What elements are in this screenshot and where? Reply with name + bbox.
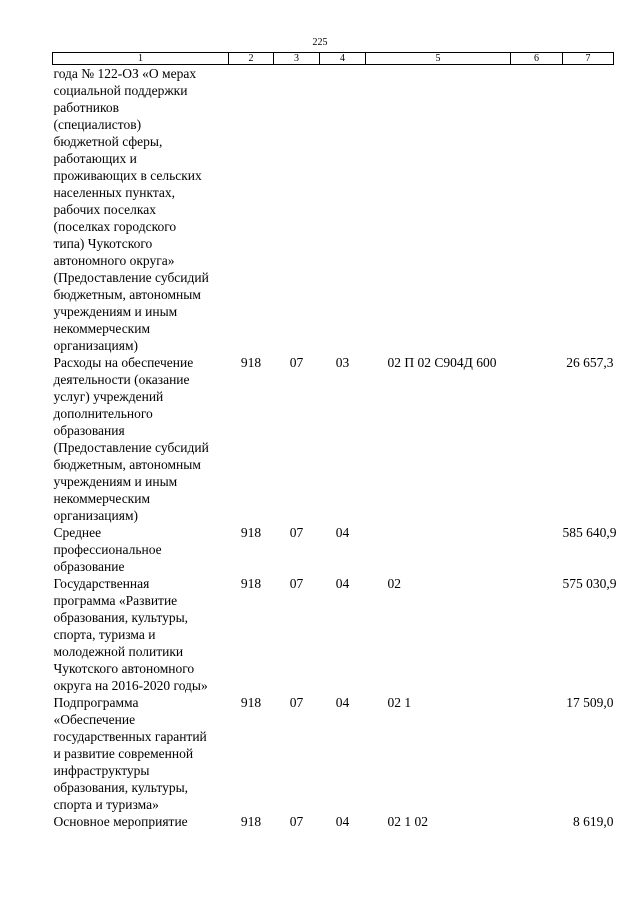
row-amount: 17 509,0	[566, 695, 614, 710]
row-expense-type	[511, 694, 563, 813]
column-number-7: 7	[563, 53, 614, 65]
row-ministry: 918	[240, 695, 262, 710]
row-expense-type	[511, 65, 563, 355]
row-name: Основное мероприятие	[53, 814, 188, 829]
column-number-2: 2	[229, 53, 274, 65]
row-ministry: 918	[240, 814, 262, 829]
row-name: Государственная программа «Развитие образования, культуры, спорта, туризма и молодежной политики Чукотского автономного округа на 2016-2020 годы»	[53, 576, 208, 693]
page-number: 225	[312, 37, 328, 48]
row-amount: 8 619,0	[573, 814, 614, 829]
row-target-code	[366, 524, 511, 575]
row-section: 07	[289, 814, 304, 829]
row-amount	[563, 65, 614, 355]
table-row	[53, 524, 614, 575]
row-subsection: 04	[335, 576, 350, 591]
row-expense-type	[511, 813, 563, 830]
row-name: Расходы на обеспечение деятельности (оказание услуг) учреждений дополнительного образования (Предоставление субсидий бюджетным, автономным учреждениям и иным некоммерческим организациям)	[53, 355, 209, 523]
row-subsection	[320, 65, 366, 355]
table-header	[53, 53, 614, 65]
row-amount: 585 640,9	[562, 525, 617, 540]
table-row	[53, 65, 614, 355]
column-number-4: 4	[320, 53, 366, 65]
row-ministry: 918	[240, 576, 262, 591]
row-target-code: 02 1 02	[387, 814, 428, 829]
column-number-1: 1	[53, 53, 229, 65]
row-ministry: 918	[240, 525, 262, 540]
row-expense-type	[511, 524, 563, 575]
budget-table	[52, 52, 617, 830]
row-subsection: 04	[335, 814, 350, 829]
column-number-3: 3	[274, 53, 320, 65]
table-row	[53, 354, 614, 524]
row-expense-type	[511, 575, 563, 694]
row-subsection: 04	[335, 525, 350, 540]
table-row	[53, 575, 614, 694]
row-ministry: 918	[240, 355, 262, 370]
row-target-code: 02	[387, 576, 401, 591]
row-subsection: 03	[335, 355, 350, 370]
row-name: Подпрограмма «Обеспечение государственных гарантий и развитие современной инфраструктуры образования, культуры, спорта и туризма»	[53, 695, 207, 812]
table-row	[53, 694, 614, 813]
row-target-code	[366, 65, 511, 355]
column-number-row	[53, 53, 614, 65]
table-body	[53, 65, 617, 831]
column-number-6: 6	[511, 53, 563, 65]
row-amount: 575 030,9	[562, 576, 617, 591]
table-row	[53, 813, 614, 830]
row-section: 07	[289, 576, 304, 591]
row-name: Среднее профессиональное образование	[53, 525, 162, 574]
row-amount: 26 657,3	[566, 355, 614, 370]
row-expense-type	[511, 354, 563, 524]
row-section	[274, 65, 320, 355]
column-number-5: 5	[366, 53, 511, 65]
row-subsection: 04	[335, 695, 350, 710]
row-section: 07	[289, 525, 304, 540]
row-target-code: 02 1	[387, 695, 412, 710]
row-section: 07	[289, 355, 304, 370]
row-section: 07	[289, 695, 304, 710]
row-ministry	[229, 65, 274, 355]
row-target-code: 02 П 02 С904Д 600	[387, 355, 497, 370]
row-name: года № 122-ОЗ «О мерах социальной поддержки работников (специалистов) бюджетной сферы, работающих и проживающих в сельских населенных пунктах, рабочих поселках (поселках городского типа) Чукотского автономного округа» (Предоставление субсидий бюджетным, автономным учреждениям и иным некоммерческим организациям)	[53, 66, 209, 353]
